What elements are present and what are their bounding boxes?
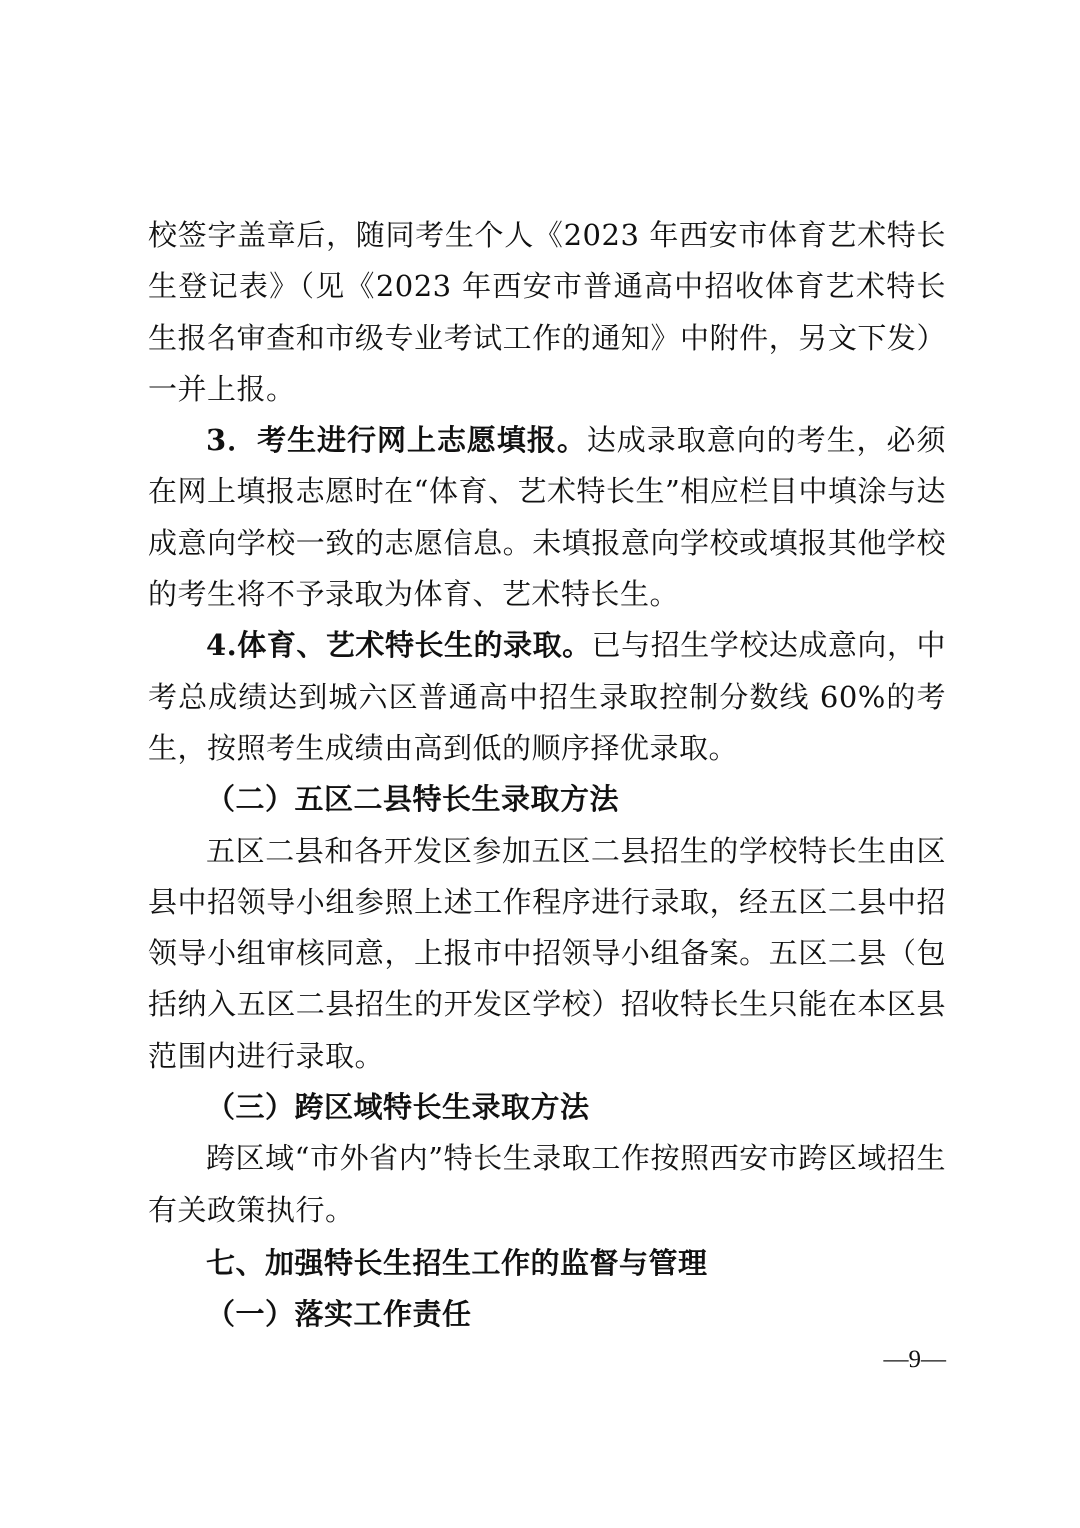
paragraph-section-2: 五区二县和各开发区参加五区二县招生的学校特长生由区县中招领导小组参照上述工作程序进行录取，经五区二县中招领导小组审核同意，上报市中招领导小组备案。五区二县（包括纳入五区二县招生的开发区学校）招收特长生只能在本区县范围内进行录取。 [148, 833, 946, 1073]
item-3-heading: 3．考生进行网上志愿填报。 [206, 423, 587, 458]
item-4-heading: 4.体育、艺术特长生的录取。 [206, 628, 592, 663]
section-heading-2: （二）五区二县特长生录取方法 [206, 782, 620, 817]
chapter-heading-7: 七、加强特长生招生工作的监督与管理 [206, 1245, 708, 1280]
section-heading-3: （三）跨区域特长生录取方法 [206, 1090, 590, 1125]
item-3-body: 达成录取意向的考生，必须在网上填报志愿时在“体育、艺术特长生”相应栏目中填涂与达成意向学校一致的志愿信息。未填报意向学校或填报其他学校的考生将不予录取为体育、艺术特长生。 [148, 423, 946, 612]
paragraph-continuation: 校签字盖章后，随同考生个人《2023 年西安市体育艺术特长生登记表》（见《2023 年西安市普通高中招收体育艺术特长生报名审查和市级专业考试工作的通知》中附件，另文下发）一并上报。 [148, 218, 946, 406]
item-4-body: 已与招生学校达成意向，中考总成绩达到城六区普通高中招生录取控制分数线 60%的考生，按照考生成绩由高到低的顺序择优录取。 [148, 628, 946, 765]
paragraph-section-3: 跨区域“市外省内”特长生录取工作按照西安市跨区域招生有关政策执行。 [148, 1141, 946, 1227]
section-heading-7-1: （一）落实工作责任 [206, 1297, 472, 1332]
page-number: —9— [883, 1346, 946, 1373]
document-body [148, 210, 946, 1341]
paragraph-item-3 [148, 415, 946, 620]
paragraph-item-4 [148, 620, 946, 774]
